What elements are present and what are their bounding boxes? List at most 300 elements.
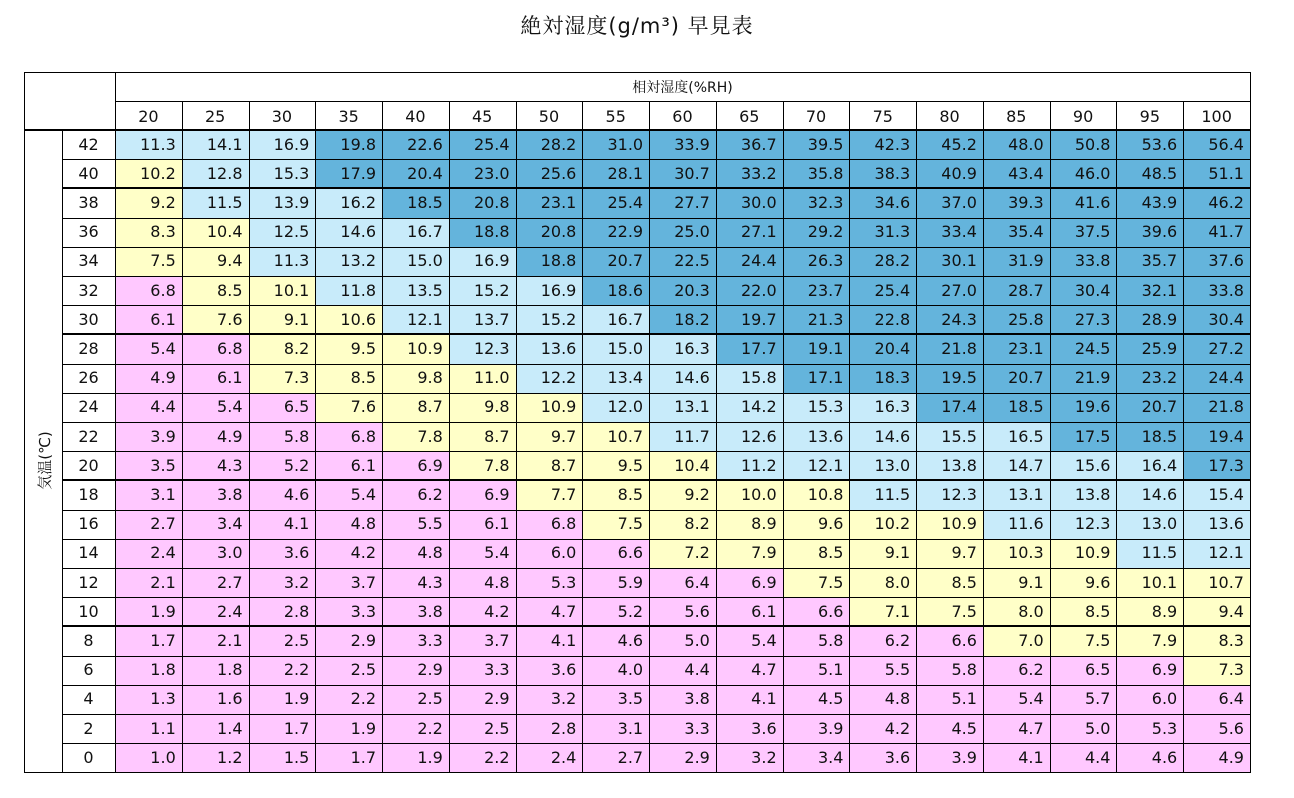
table-cell: 48.5 xyxy=(1116,159,1183,188)
table-cell: 5.3 xyxy=(516,568,583,597)
table-cell: 6.6 xyxy=(783,597,850,626)
table-cell: 1.8 xyxy=(115,656,182,685)
table-cell: 20.7 xyxy=(582,247,649,276)
table-cell: 1.5 xyxy=(249,743,316,772)
table-cell: 7.5 xyxy=(582,510,649,539)
table-cell: 8.9 xyxy=(716,510,783,539)
table-cell: 5.5 xyxy=(849,656,916,685)
table-cell: 12.5 xyxy=(249,218,316,247)
table-cell: 14.6 xyxy=(1116,480,1183,509)
table-cell: 2.7 xyxy=(582,743,649,772)
grid-line xyxy=(1116,101,1117,772)
table-cell: 35.8 xyxy=(783,159,850,188)
grid-line xyxy=(382,101,383,772)
grid-line xyxy=(983,101,984,772)
table-cell: 2.2 xyxy=(315,685,382,714)
table-cell: 5.8 xyxy=(916,656,983,685)
table-cell: 1.1 xyxy=(115,714,182,743)
table-cell: 11.3 xyxy=(115,130,182,159)
table-cell: 28.2 xyxy=(516,130,583,159)
table-cell: 8.9 xyxy=(1116,597,1183,626)
table-cell: 13.8 xyxy=(916,451,983,480)
table-cell: 20.8 xyxy=(449,188,516,217)
table-cell: 3.9 xyxy=(115,422,182,451)
table-cell: 30.1 xyxy=(916,247,983,276)
temperature-cell: 32 xyxy=(78,280,99,300)
table-cell: 53.6 xyxy=(1116,130,1183,159)
table-cell: 7.5 xyxy=(916,597,983,626)
table-cell: 1.7 xyxy=(115,626,182,655)
table-cell: 27.2 xyxy=(1183,334,1250,363)
table-cell: 4.8 xyxy=(449,568,516,597)
grid-line xyxy=(315,101,316,772)
table-cell: 8.5 xyxy=(916,568,983,597)
table-cell: 9.7 xyxy=(516,422,583,451)
table-cell: 3.6 xyxy=(716,714,783,743)
grid-line xyxy=(62,159,1250,160)
table-cell: 35.4 xyxy=(983,218,1050,247)
table-cell: 22.0 xyxy=(716,276,783,305)
table-cell: 3.1 xyxy=(582,714,649,743)
table-cell: 7.2 xyxy=(649,539,716,568)
temperature-cell: 22 xyxy=(78,426,99,446)
table-cell: 19.5 xyxy=(916,364,983,393)
table-cell: 29.2 xyxy=(783,218,850,247)
table-cell: 1.0 xyxy=(115,743,182,772)
table-cell: 4.8 xyxy=(382,539,449,568)
table-cell: 8.7 xyxy=(382,393,449,422)
table-cell: 23.1 xyxy=(983,334,1050,363)
table-cell: 25.0 xyxy=(649,218,716,247)
table-cell: 28.9 xyxy=(1116,305,1183,334)
table-cell: 14.6 xyxy=(649,364,716,393)
temperature-cell: 34 xyxy=(78,251,99,271)
table-border xyxy=(1250,72,1251,773)
table-cell: 11.0 xyxy=(449,364,516,393)
table-cell: 4.7 xyxy=(716,656,783,685)
table-cell: 22.5 xyxy=(649,247,716,276)
table-cell: 2.2 xyxy=(382,714,449,743)
table-cell: 15.3 xyxy=(249,159,316,188)
table-cell: 7.9 xyxy=(716,539,783,568)
table-cell: 3.7 xyxy=(315,568,382,597)
table-cell: 37.0 xyxy=(916,188,983,217)
table-cell: 3.4 xyxy=(783,743,850,772)
table-cell: 6.0 xyxy=(516,539,583,568)
grid-line xyxy=(62,305,1250,306)
table-cell: 11.3 xyxy=(249,247,316,276)
table-cell: 4.5 xyxy=(783,685,850,714)
table-cell: 4.6 xyxy=(582,626,649,655)
table-cell: 10.1 xyxy=(249,276,316,305)
table-cell: 2.4 xyxy=(516,743,583,772)
table-cell: 3.6 xyxy=(249,539,316,568)
table-cell: 18.5 xyxy=(382,188,449,217)
table-cell: 9.2 xyxy=(115,188,182,217)
table-cell: 9.7 xyxy=(916,539,983,568)
table-cell: 3.2 xyxy=(716,743,783,772)
table-cell: 7.5 xyxy=(115,247,182,276)
table-cell: 8.2 xyxy=(249,334,316,363)
table-cell: 8.5 xyxy=(783,539,850,568)
table-cell: 17.5 xyxy=(1050,422,1117,451)
grid-line xyxy=(916,101,917,772)
table-cell: 2.9 xyxy=(382,656,449,685)
relative-humidity-axis-label: 相対湿度(%RH) xyxy=(632,80,733,96)
table-cell: 9.5 xyxy=(582,451,649,480)
column-header: 30 xyxy=(271,106,293,126)
grid-line xyxy=(62,364,1250,365)
temperature-cell: 30 xyxy=(78,309,99,329)
table-cell: 3.8 xyxy=(182,480,249,509)
table-cell: 2.1 xyxy=(115,568,182,597)
table-cell: 15.6 xyxy=(1050,451,1117,480)
table-cell: 25.9 xyxy=(1116,334,1183,363)
table-cell: 2.5 xyxy=(382,685,449,714)
table-cell: 23.0 xyxy=(449,159,516,188)
table-cell: 3.3 xyxy=(449,656,516,685)
table-cell: 21.8 xyxy=(916,334,983,363)
table-cell: 32.3 xyxy=(783,188,850,217)
temperature-cell: 2 xyxy=(83,718,94,738)
table-cell: 1.2 xyxy=(182,743,249,772)
table-cell: 7.1 xyxy=(849,597,916,626)
table-cell: 17.4 xyxy=(916,393,983,422)
temperature-cell: 20 xyxy=(78,455,99,475)
table-cell: 33.8 xyxy=(1050,247,1117,276)
table-cell: 56.4 xyxy=(1183,130,1250,159)
group-divider xyxy=(62,479,1250,481)
table-cell: 15.2 xyxy=(516,305,583,334)
table-cell: 4.4 xyxy=(649,656,716,685)
table-cell: 8.3 xyxy=(115,218,182,247)
table-cell: 8.3 xyxy=(1183,626,1250,655)
table-cell: 20.3 xyxy=(649,276,716,305)
table-cell: 6.9 xyxy=(716,568,783,597)
table-cell: 41.6 xyxy=(1050,188,1117,217)
table-cell: 6.4 xyxy=(1183,685,1250,714)
table-cell: 4.2 xyxy=(849,714,916,743)
table-cell: 5.8 xyxy=(783,626,850,655)
grid-line xyxy=(516,101,517,772)
table-cell: 5.6 xyxy=(649,597,716,626)
table-cell: 6.5 xyxy=(249,393,316,422)
table-cell: 3.7 xyxy=(449,626,516,655)
table-cell: 12.1 xyxy=(783,451,850,480)
column-header: 40 xyxy=(405,106,426,126)
table-cell: 10.9 xyxy=(382,334,449,363)
table-cell: 21.3 xyxy=(783,305,850,334)
table-cell: 9.5 xyxy=(315,334,382,363)
table-cell: 22.6 xyxy=(382,130,449,159)
table-cell: 2.2 xyxy=(249,656,316,685)
temperature-cell: 10 xyxy=(78,601,99,621)
grid-line xyxy=(62,393,1250,394)
column-header: 60 xyxy=(672,106,693,126)
table-cell: 15.3 xyxy=(783,393,850,422)
table-cell: 6.1 xyxy=(115,305,182,334)
table-cell: 19.6 xyxy=(1050,393,1117,422)
table-cell: 15.5 xyxy=(916,422,983,451)
table-cell: 4.7 xyxy=(983,714,1050,743)
table-cell: 39.3 xyxy=(983,188,1050,217)
table-cell: 10.7 xyxy=(582,422,649,451)
table-cell: 12.3 xyxy=(1050,510,1117,539)
table-cell: 16.7 xyxy=(582,305,649,334)
table-cell: 5.2 xyxy=(582,597,649,626)
table-cell: 6.8 xyxy=(516,510,583,539)
table-cell: 6.8 xyxy=(182,334,249,363)
table-cell: 7.7 xyxy=(516,480,583,509)
table-cell: 5.4 xyxy=(182,393,249,422)
table-cell: 38.3 xyxy=(849,159,916,188)
table-cell: 4.2 xyxy=(449,597,516,626)
table-cell: 3.9 xyxy=(916,743,983,772)
table-cell: 37.6 xyxy=(1183,247,1250,276)
table-cell: 30.7 xyxy=(649,159,716,188)
table-cell: 3.0 xyxy=(182,539,249,568)
table-cell: 5.4 xyxy=(315,480,382,509)
column-header: 90 xyxy=(1072,106,1094,126)
table-cell: 8.7 xyxy=(449,422,516,451)
table-cell: 4.4 xyxy=(115,393,182,422)
table-cell: 23.2 xyxy=(1116,364,1183,393)
table-cell: 33.4 xyxy=(916,218,983,247)
table-cell: 5.7 xyxy=(1050,685,1117,714)
table-cell: 4.4 xyxy=(1050,743,1117,772)
table-cell: 16.2 xyxy=(315,188,382,217)
group-divider xyxy=(62,187,1250,189)
table-cell: 17.9 xyxy=(315,159,382,188)
table-cell: 16.3 xyxy=(849,393,916,422)
page-title: 絶対湿度(g/m³) 早見表 xyxy=(520,14,754,38)
table-cell: 43.9 xyxy=(1116,188,1183,217)
table-cell: 45.2 xyxy=(916,130,983,159)
table-cell: 18.8 xyxy=(516,247,583,276)
table-cell: 26.3 xyxy=(783,247,850,276)
table-cell: 24.4 xyxy=(716,247,783,276)
table-cell: 9.1 xyxy=(983,568,1050,597)
table-cell: 12.8 xyxy=(182,159,249,188)
table-cell: 5.4 xyxy=(983,685,1050,714)
table-cell: 33.8 xyxy=(1183,276,1250,305)
grid-line xyxy=(62,422,1250,423)
grid-line xyxy=(1183,101,1184,772)
table-cell: 7.5 xyxy=(1050,626,1117,655)
table-cell: 14.6 xyxy=(849,422,916,451)
table-cell: 20.8 xyxy=(516,218,583,247)
table-cell: 6.1 xyxy=(315,451,382,480)
column-header: 70 xyxy=(805,106,827,126)
table-border xyxy=(24,72,1250,73)
table-cell: 13.6 xyxy=(516,334,583,363)
table-cell: 12.1 xyxy=(382,305,449,334)
grid-line xyxy=(849,101,850,772)
table-cell: 23.1 xyxy=(516,188,583,217)
table-cell: 21.8 xyxy=(1183,393,1250,422)
table-cell: 2.9 xyxy=(649,743,716,772)
table-cell: 28.1 xyxy=(582,159,649,188)
table-cell: 12.2 xyxy=(516,364,583,393)
table-cell: 4.1 xyxy=(249,510,316,539)
column-header: 100 xyxy=(1201,106,1232,126)
table-cell: 13.8 xyxy=(1050,480,1117,509)
table-cell: 30.0 xyxy=(716,188,783,217)
grid-line xyxy=(62,510,1250,511)
temperature-cell: 14 xyxy=(78,543,99,563)
temperature-cell: 12 xyxy=(78,572,99,592)
table-cell: 2.4 xyxy=(182,597,249,626)
grid-line xyxy=(182,101,183,772)
grid-line xyxy=(249,101,250,772)
table-cell: 5.4 xyxy=(449,539,516,568)
table-cell: 6.9 xyxy=(449,480,516,509)
table-cell: 4.7 xyxy=(516,597,583,626)
table-cell: 7.5 xyxy=(783,568,850,597)
table-cell: 7.8 xyxy=(382,422,449,451)
grid-line xyxy=(449,101,450,772)
table-cell: 6.1 xyxy=(449,510,516,539)
table-cell: 25.4 xyxy=(582,188,649,217)
table-cell: 2.8 xyxy=(249,597,316,626)
table-cell: 2.8 xyxy=(516,714,583,743)
table-cell: 33.2 xyxy=(716,159,783,188)
table-cell: 6.0 xyxy=(1116,685,1183,714)
table-cell: 8.5 xyxy=(315,364,382,393)
table-cell: 31.3 xyxy=(849,218,916,247)
temperature-cell: 28 xyxy=(78,338,99,358)
table-cell: 12.6 xyxy=(716,422,783,451)
table-cell: 27.1 xyxy=(716,218,783,247)
table-cell: 25.6 xyxy=(516,159,583,188)
table-cell: 6.1 xyxy=(182,364,249,393)
table-cell: 25.4 xyxy=(849,276,916,305)
table-cell: 10.3 xyxy=(983,539,1050,568)
temperature-cell: 18 xyxy=(78,484,99,504)
table-cell: 16.9 xyxy=(249,130,316,159)
grid-line xyxy=(1050,101,1051,772)
table-cell: 21.9 xyxy=(1050,364,1117,393)
table-cell: 15.0 xyxy=(382,247,449,276)
table-cell: 1.9 xyxy=(115,597,182,626)
table-cell: 5.3 xyxy=(1116,714,1183,743)
table-cell: 3.2 xyxy=(516,685,583,714)
table-cell: 25.8 xyxy=(983,305,1050,334)
table-cell: 8.2 xyxy=(649,510,716,539)
grid-line xyxy=(649,101,650,772)
table-cell: 18.5 xyxy=(983,393,1050,422)
temperature-cell: 4 xyxy=(83,689,94,709)
group-divider xyxy=(62,333,1250,335)
header-divider xyxy=(24,129,1250,131)
table-cell: 15.2 xyxy=(449,276,516,305)
table-cell: 15.4 xyxy=(1183,480,1250,509)
column-header: 20 xyxy=(138,106,159,126)
table-cell: 18.2 xyxy=(649,305,716,334)
table-cell: 5.0 xyxy=(1050,714,1117,743)
table-cell: 1.7 xyxy=(315,743,382,772)
grid-line xyxy=(62,451,1250,452)
table-cell: 33.9 xyxy=(649,130,716,159)
table-cell: 16.9 xyxy=(516,276,583,305)
table-cell: 32.1 xyxy=(1116,276,1183,305)
table-cell: 4.0 xyxy=(582,656,649,685)
table-cell: 2.5 xyxy=(315,656,382,685)
table-cell: 30.4 xyxy=(1050,276,1117,305)
table-cell: 10.4 xyxy=(649,451,716,480)
table-cell: 48.0 xyxy=(983,130,1050,159)
table-cell: 11.8 xyxy=(315,276,382,305)
grid-line xyxy=(582,101,583,772)
table-cell: 13.9 xyxy=(249,188,316,217)
table-cell: 10.1 xyxy=(1116,568,1183,597)
table-cell: 11.2 xyxy=(716,451,783,480)
grid-line xyxy=(115,101,1250,102)
table-cell: 4.1 xyxy=(983,743,1050,772)
table-cell: 6.2 xyxy=(382,480,449,509)
column-header: 50 xyxy=(538,106,560,126)
grid-line xyxy=(62,539,1250,540)
table-cell: 3.6 xyxy=(516,656,583,685)
table-cell: 17.1 xyxy=(783,364,850,393)
grid-line xyxy=(62,276,1250,277)
table-cell: 28.2 xyxy=(849,247,916,276)
table-cell: 7.0 xyxy=(983,626,1050,655)
table-cell: 22.8 xyxy=(849,305,916,334)
table-cell: 19.1 xyxy=(783,334,850,363)
table-cell: 5.8 xyxy=(249,422,316,451)
table-cell: 3.8 xyxy=(382,597,449,626)
table-cell: 8.5 xyxy=(182,276,249,305)
table-cell: 10.9 xyxy=(1050,539,1117,568)
table-cell: 10.0 xyxy=(716,480,783,509)
table-cell: 7.8 xyxy=(449,451,516,480)
table-cell: 7.3 xyxy=(249,364,316,393)
table-cell: 7.3 xyxy=(1183,656,1250,685)
column-header: 55 xyxy=(605,106,626,126)
table-cell: 9.2 xyxy=(649,480,716,509)
table-cell: 3.5 xyxy=(115,451,182,480)
table-cell: 39.6 xyxy=(1116,218,1183,247)
table-cell: 20.4 xyxy=(382,159,449,188)
table-cell: 14.6 xyxy=(315,218,382,247)
table-cell: 1.9 xyxy=(382,743,449,772)
column-header: 95 xyxy=(1139,106,1161,126)
table-cell: 14.2 xyxy=(716,393,783,422)
table-cell: 31.9 xyxy=(983,247,1050,276)
table-cell: 3.8 xyxy=(649,685,716,714)
table-cell: 10.2 xyxy=(849,510,916,539)
temperature-cell: 42 xyxy=(78,134,99,154)
table-cell: 10.9 xyxy=(516,393,583,422)
table-cell: 8.0 xyxy=(983,597,1050,626)
table-cell: 12.0 xyxy=(582,393,649,422)
table-cell: 9.8 xyxy=(449,393,516,422)
temperature-cell: 38 xyxy=(78,192,99,212)
column-header: 85 xyxy=(1006,106,1027,126)
table-cell: 5.0 xyxy=(649,626,716,655)
table-cell: 1.7 xyxy=(249,714,316,743)
table-cell: 19.4 xyxy=(1183,422,1250,451)
grid-line xyxy=(115,72,116,772)
table-cell: 4.8 xyxy=(849,685,916,714)
table-cell: 6.4 xyxy=(649,568,716,597)
table-cell: 34.6 xyxy=(849,188,916,217)
table-cell: 42.3 xyxy=(849,130,916,159)
table-cell: 2.5 xyxy=(249,626,316,655)
table-cell: 4.3 xyxy=(382,568,449,597)
table-cell: 2.5 xyxy=(449,714,516,743)
